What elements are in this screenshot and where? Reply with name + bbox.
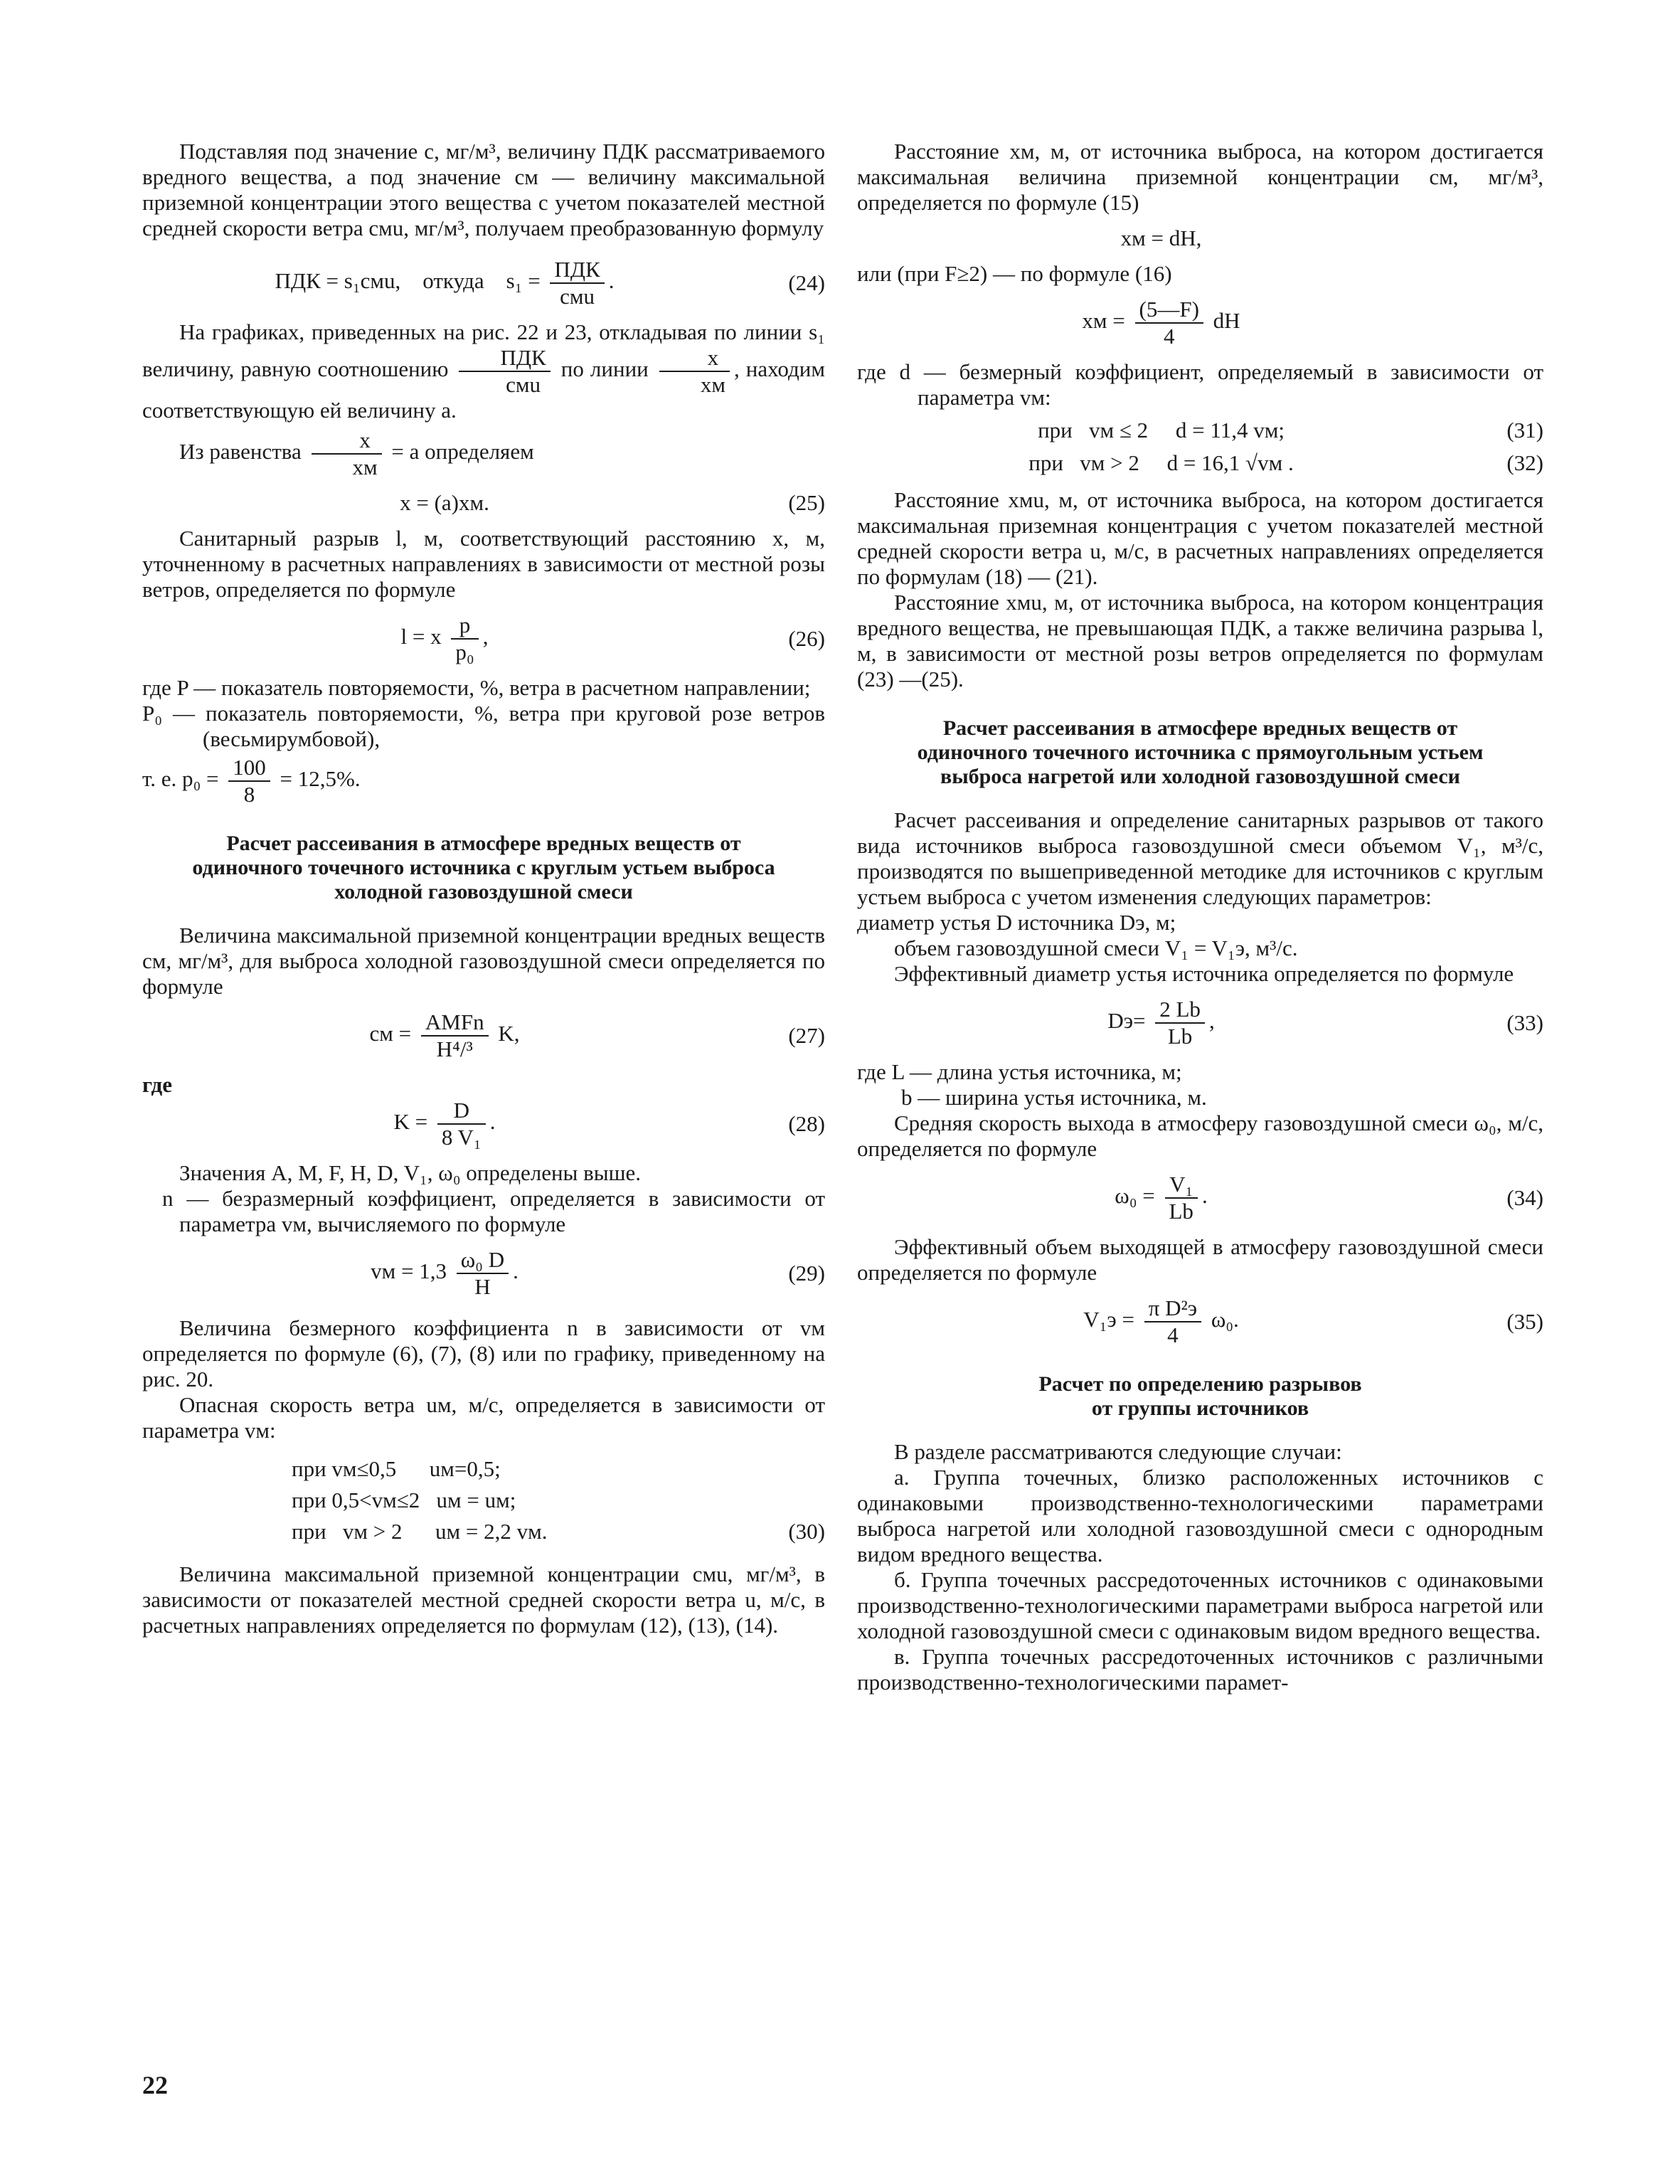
definition: b — ширина устья источника, м.: [901, 1085, 1207, 1110]
section-heading: Расчет рассеивания в атмосфере вредных веществ от одиночного точечного источника с круглым устьем выброса холодной газовоздушной смеси: [192, 832, 775, 903]
paragraph: диаметр устья D источника Dэ, м;: [857, 910, 1176, 935]
equation-28: K = $\frac{D}{\text{8 V₁}}$ . (28): [393, 1098, 825, 1150]
equation-number: (24): [788, 270, 825, 295]
paragraph: На графиках, приведенных на рис. 22 и 23, откладывая по линии s₁ величину, равную соотношению $\frac{\text{ПДК}}{\text{cмu}}$ по линии $\frac{x}{xм}$ , находим соответствующую ей величину a.: [142, 319, 826, 423]
paragraph: Величина максимальной приземной концентрации cмu, мг/м³, в зависимости от показателей местной средней скорости ветра u, м/с, в расчетных направлениях определяется по формулам (12), (13), (14).: [142, 1562, 825, 1638]
right-column: [857, 139, 1543, 1695]
where-label: где: [142, 1072, 172, 1097]
paragraph: Эффективный диаметр устья источника определяется по формуле: [894, 961, 1514, 986]
equation-26: l = x $\frac{p}{\text{p₀}}$ , (26): [400, 613, 825, 664]
conditions-30: при vм≤0,5 uм=0,5; при 0,5<vм≤2 uм = uм; при vм > 2 uм = 2,2 vм. (30): [292, 1456, 825, 1544]
equation-15: xм = dH,: [1120, 226, 1202, 250]
equation-33: Dэ= $\frac{2 Lb}{Lb}$ , (33): [1107, 997, 1543, 1049]
fraction: $\frac{\text{ПДК}}{\text{cмu}}$: [550, 257, 604, 309]
paragraph: Санитарный разрыв l, м, соответствующий расстоянию x, м, уточненному в расчетных направлениях в зависимости от местной розы ветров, определяется по формуле: [142, 526, 825, 602]
paragraph: или (при F≥2) — по формуле (16): [857, 261, 1172, 286]
equation-16: xм = $\frac{(5—F)}{4}$ dH: [1082, 297, 1240, 349]
paragraph: Расстояние xмu, м, от источника выброса, на котором концентрация вредного вещества, не превышающая ПДК, а также величина разрыва l, м, в зависимости от местной розы ветров определяется по формулам (23) —(25).: [857, 590, 1543, 691]
equation-25: x = (a)xм. (25): [400, 490, 825, 515]
paragraph: Эффективный объем выходящей в атмосферу газовоздушной смеси определяется по формуле: [857, 1234, 1543, 1285]
section-heading: Расчет по определению разрывов от группы источников: [1038, 1372, 1362, 1420]
paragraph: Из равенства $\frac{x}{xм}$ = a определяем: [179, 428, 534, 479]
paragraph: Средняя скорость выхода в атмосферу газовоздушной смеси ω₀, м/с, определяется по формуле: [857, 1110, 1543, 1161]
definition: т. е. p₀ = $\frac{100}{8}$ = 12,5%.: [142, 755, 361, 807]
paragraph: где d — безмерный коэффициент, определяемый в зависимости от параметра vм:: [857, 359, 1543, 410]
paragraph: в. Группа точечных рассредоточенных источников с различными производственно-технологическими парамет-: [857, 1644, 1543, 1695]
paragraph: Опасная скорость ветра uм, м/с, определяется в зависимости от параметра vм:: [142, 1392, 825, 1443]
definition: P₀ — показатель повторяемости, %, ветра при круговой розе ветров (весьмирумбовой),: [142, 701, 825, 751]
equation-34: ω₀ = $\frac{\text{V₁}}{Lb}$ . (34): [1115, 1172, 1543, 1224]
equation-35: V₁э = $\frac{\text{π D²э}}{4}$ ω₀. (35): [1083, 1295, 1543, 1347]
left-column: [142, 139, 825, 1638]
paragraph: Расчет рассеивания и определение санитарных разрывов от такого вида источников выброса газовоздушной смеси объемом V₁, м³/с, производятся по вышеприведенной методике для источников с круглым устьем выброса с учетом изменения следующих параметров:: [857, 807, 1543, 909]
equation-24: ПДК = s₁cмu, откуда s₁ = $\frac{\text{ПДК}}{\text{cмu}}$ . (24): [275, 257, 825, 309]
paragraph: Расстояние xм, м, от источника выброса, на котором достигается максимальная величина приземной концентрации cм, мг/м³, определяется по формуле (15): [857, 139, 1543, 215]
paragraph: n — безразмерный коэффициент, определяется в зависимости от параметра vм, вычисляемого по формуле: [162, 1186, 825, 1236]
paragraph: Значения A, M, F, H, D, V₁, ω₀ определены выше.: [179, 1160, 641, 1185]
definition: где L — длина устья источника, м;: [857, 1059, 1182, 1084]
equation-27: cм = $\frac{\text{AMFn}}{\text{H⁴/³}}$ K, (27): [369, 1009, 825, 1061]
paragraph: б. Группа точечных рассредоточенных источников с одинаковыми производственно-технологическими параметрами выброса нагретой или холодной газовоздушной смеси с одинаковым видом вредного вещества.: [857, 1567, 1543, 1643]
page-number: 22: [142, 2071, 168, 2099]
paragraph: Расстояние xмu, м, от источника выброса, на котором достигается максимальная приземная концентрация с учетом показателей местной средней скорости ветра u, м/с, в расчетных направлениях определяется по формулам (18) — (21).: [857, 487, 1543, 589]
paragraph: Величина безмерного коэффициента n в зависимости от vм определяется по формуле (6), (7), (8) или по графику, приведенному на рис. 20.: [142, 1315, 825, 1391]
paragraph: Величина максимальной приземной концентрации вредных веществ cм, мг/м³, для выброса холодной газовоздушной смеси определяется по формуле: [142, 923, 825, 999]
equation-31: при vм ≤ 2 d = 11,4 vм; (31): [1038, 418, 1543, 442]
paragraph: а. Группа точечных, близко расположенных источников с одинаковыми производственно-технологическими параметрами выброса нагретой или холодной газовоздушной смеси с однородным видом вредного вещества.: [857, 1465, 1543, 1567]
equation-29: vм = 1,3 $\frac{\text{ω₀ D}}{H}$ . (29): [371, 1247, 825, 1299]
definition: где P — показатель повторяемости, %, ветра в расчетном направлении;: [142, 675, 811, 700]
paragraph: В разделе рассматриваются следующие случаи:: [894, 1439, 1342, 1464]
paragraph: Подставляя под значение c, мг/м³, величину ПДК рассматриваемого вредного вещества, а под значение cм — величину максимальной приземной концентрации этого вещества с учетом показателей местной средней скорости ветра cмu, мг/м³, получаем преобразованную формулу: [142, 139, 825, 240]
section-heading: Расчет рассеивания в атмосфере вредных веществ от одиночного точечного источника с прямоугольным устьем выброса нагретой или холодной газовоздушной смеси: [917, 716, 1484, 788]
paragraph: объем газовоздушной смеси V₁ = V₁э, м³/с.: [894, 935, 1298, 960]
equation-32: при vм > 2 d = 16,1 √vм . (32): [1028, 450, 1543, 475]
